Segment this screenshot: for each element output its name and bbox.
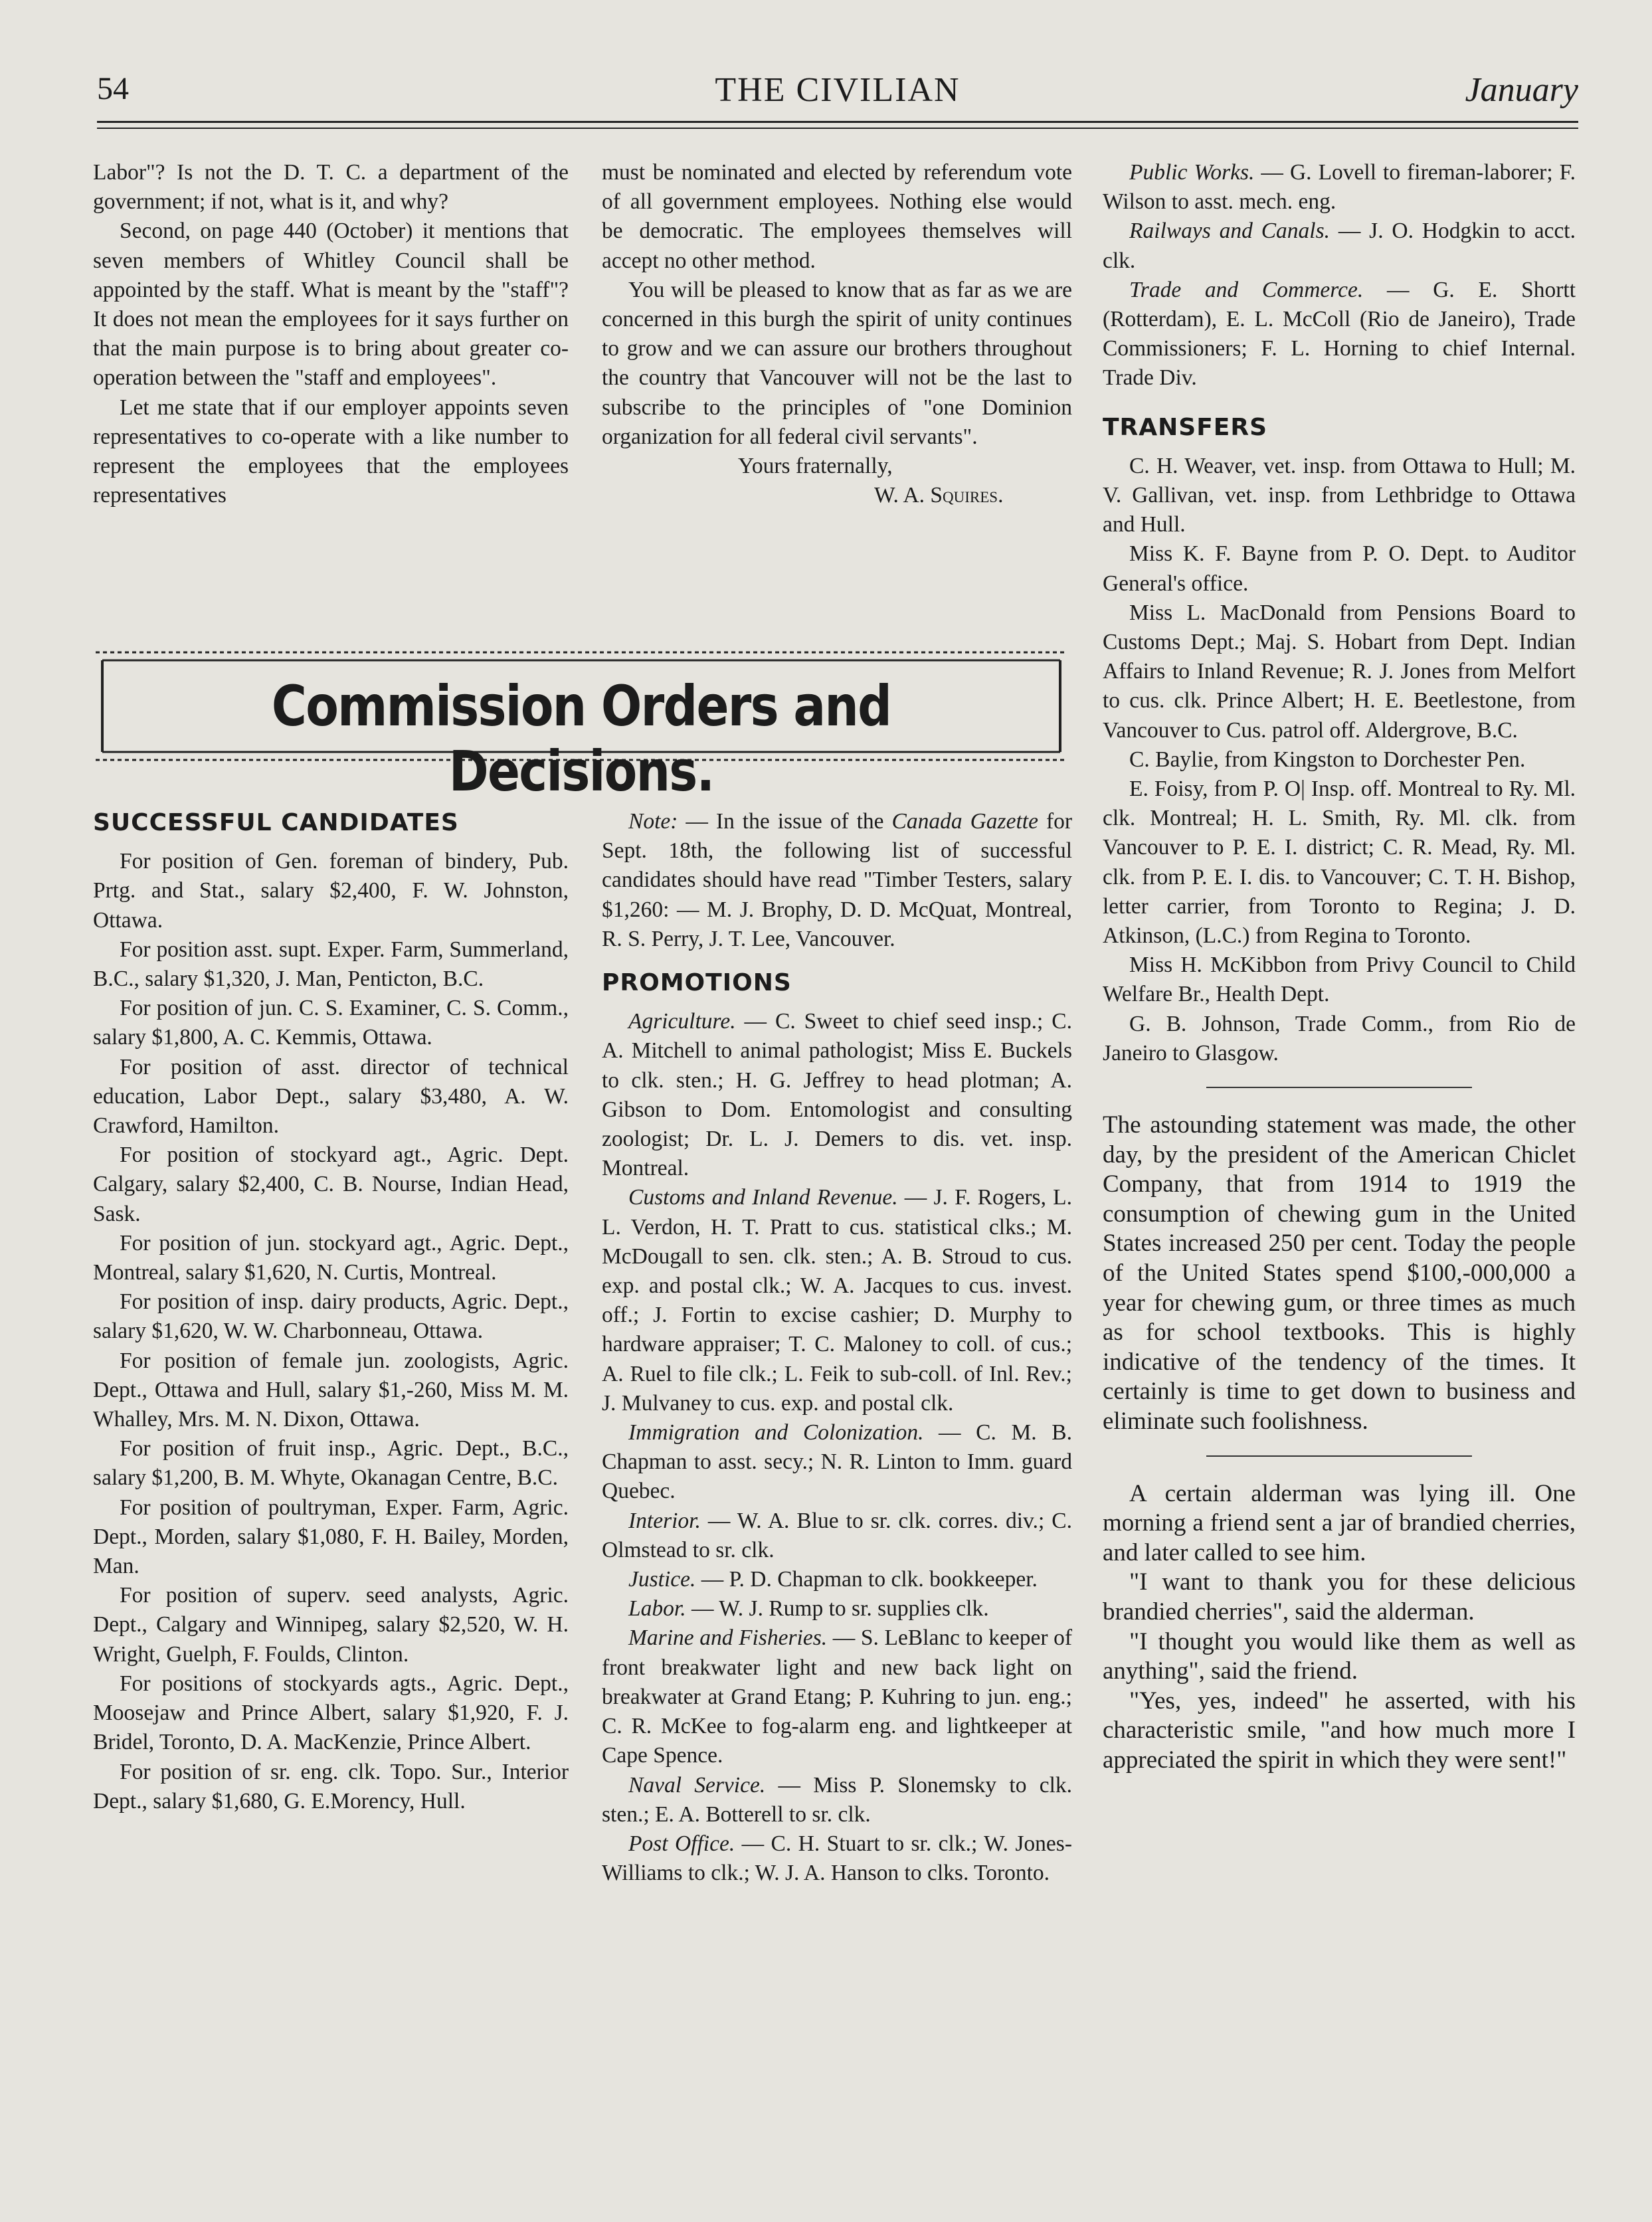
anecdote-item bbox=[1103, 1479, 1576, 1776]
successful-candidates-heading: SUCCESSFUL CANDIDATES bbox=[93, 809, 459, 836]
promotion-text: — G. Lovell to fireman-laborer; F. Wilson to asst. mech. eng. bbox=[1103, 160, 1576, 215]
chiclet-item bbox=[1103, 1111, 1576, 1437]
candidate-item: For position of female jun. zoologists, Agric. Dept., Ottawa and Hull, salary $1,-260, Miss M. M. Whalley, Mrs. M. N. Dixon, Ottawa. bbox=[93, 1348, 569, 1432]
promotion-dept: Justice. bbox=[628, 1567, 696, 1592]
letter-paragraph: must be nominated and elected by referendum vote of all government employees. Nothing else would be democratic. The employees themselves will accept no other method. bbox=[602, 160, 1072, 273]
promotion-text: — C. H. Stuart to sr. clk.; W. Jones-Williams to clk.; W. J. A. Hanson to clks. Toronto. bbox=[602, 1831, 1072, 1886]
anecdote-paragraph: "I thought you would like them as well as anything", said the friend. bbox=[1103, 1627, 1576, 1685]
candidate-item: For position of Gen. foreman of bindery, Pub. Prtg. and Stat., salary $2,400, F. W. Johnston, Ottawa. bbox=[93, 849, 569, 933]
promotion-dept: Post Office. bbox=[628, 1831, 735, 1856]
transfer-item: C. Baylie, from Kingston to Dorchester Pen. bbox=[1129, 747, 1526, 772]
promotion-text: — P. D. Chapman to clk. bookkeeper. bbox=[695, 1567, 1038, 1592]
promotion-text: — J. O. Hodgkin to acct. clk. bbox=[1103, 219, 1576, 273]
letter-signature: W. A. Squires. bbox=[874, 483, 1004, 508]
candidate-item: For position of jun. stockyard agt., Agric. Dept., Montreal, salary $1,620, N. Curtis, Montreal. bbox=[93, 1230, 569, 1285]
promotion-dept: Public Works. bbox=[1129, 160, 1255, 185]
promotion-item bbox=[602, 1771, 1072, 1829]
right-column bbox=[1103, 158, 1576, 1776]
promotion-dept: Customs and Inland Revenue. bbox=[628, 1185, 898, 1210]
candidate-item: For position of fruit insp., Agric. Dept., B.C., salary $1,200, B. M. Whyte, Okanagan Centre, B.C. bbox=[93, 1436, 569, 1491]
promotion-item bbox=[602, 1829, 1072, 1888]
promotion-dept: Marine and Fisheries. bbox=[628, 1625, 828, 1651]
transfer-item: E. Foisy, from P. O| Insp. off. Montreal to Ry. Ml. clk. Montreal; H. L. Smith, Ry. Ml. clk. from Vancouver to P. E. I. district; C. R. Mead, Ry. Ml. clk. from P. E. I. dis. to Vancouver; C. T. H. Bishop, letter carrier, from Toronto to Regina; J. D. Atkinson, (L.C.) from Regina to Toronto. bbox=[1103, 777, 1576, 949]
promotion-text: — G. E. Shortt (Rotterdam), E. L. McColl (Rio de Janeiro), Trade Commissioners; F. L. Horning to chief Internal. Trade Div. bbox=[1103, 277, 1576, 391]
promotion-item bbox=[602, 1623, 1072, 1770]
letter-paragraph: Let me state that if our employer appoints seven representatives to co-operate with a like number to represent the employees that the employees representatives bbox=[93, 395, 569, 508]
promotion-text: — S. LeBlanc to keeper of front breakwater light and new back light on breakwater at Grand Etang; P. Kuhring to jun. eng.; C. R. McKee to fog-alarm eng. and lightkeeper at Cape Spence. bbox=[602, 1625, 1072, 1768]
page-number: 54 bbox=[97, 71, 129, 106]
promotion-dept: Immigration and Colonization. bbox=[628, 1420, 924, 1445]
note-rest: for Sept. 18th, the following list of successful candidates should have read "Timber Testers, salary $1,260: — M. J. Brophy, D. D. McQuat, Montreal, R. S. Perry, J. T. Lee, Vancouver. bbox=[602, 809, 1073, 951]
promotion-item bbox=[602, 1418, 1072, 1507]
promotion-text: — J. F. Rogers, L. L. Verdon, H. T. Pratt to cus. statistical clks.; M. McDougall to sen. clk. sten.; A. B. Stroud to cus. exp. and postal clk.; W. A. Jacques to cus. invest. off.; J. Fortin to excise cashier; D. Murphy to hardware appraiser; T. C. Maloney to coll. of cus.; A. Ruel to file clk.; L. Feik to sub-coll. of Inl. Rev.; J. Mulvaney to cus. exp. and postal clk. bbox=[602, 1185, 1072, 1416]
publication-title: THE CIVILIAN bbox=[715, 71, 961, 109]
promotion-text: — C. M. B. Chapman to asst. secy.; N. R. Linton to Imm. guard Quebec. bbox=[602, 1420, 1072, 1504]
promotion-item bbox=[1103, 276, 1576, 393]
promotion-item bbox=[602, 1183, 1072, 1418]
transfer-item: C. H. Weaver, vet. insp. from Ottawa to Hull; M. V. Gallivan, vet. insp. from Lethbridge to Ottawa and Hull. bbox=[1103, 453, 1576, 537]
promotions-heading: PROMOTIONS bbox=[602, 969, 792, 997]
promotion-item bbox=[602, 1007, 1072, 1183]
transfers-heading: TRANSFERS bbox=[1103, 413, 1268, 441]
letter-column-2 bbox=[602, 158, 1072, 510]
letter-closing: Yours fraternally, bbox=[738, 454, 893, 479]
promotion-dept: Trade and Commerce. bbox=[1129, 277, 1364, 302]
promotion-dept: Labor. bbox=[628, 1596, 686, 1621]
header-rule bbox=[97, 121, 1578, 123]
note-paragraph bbox=[602, 807, 1072, 954]
chiclet-paragraph: The astounding statement was made, the other day, by the president of the American Chiclet Company, that from 1914 to 1919 the consumption of chewing gum in the United States increased 250 per cent. Today the people of the United States spend $100,-000,000 a year for chewing gum, or three times as much as for school textbooks. This is highly indicative of the tendency of the times. It certainly is time to get down to business and eliminate such foolishness. bbox=[1103, 1111, 1576, 1435]
candidate-item: For position asst. supt. Exper. Farm, Summerland, B.C., salary $1,320, J. Man, Penticton, B.C. bbox=[93, 937, 569, 992]
successful-candidates-column bbox=[93, 802, 569, 1816]
letter-paragraph: Labor"? Is not the D. T. C. a department of the government; if not, what is it, and why? bbox=[93, 160, 569, 215]
anecdote-paragraph: "Yes, yes, indeed" he asserted, with his characteristic smile, "and how much more I appreciated the spirit in which they were sent!" bbox=[1103, 1687, 1576, 1774]
promotion-text: — W. J. Rump to sr. supplies clk. bbox=[686, 1596, 989, 1621]
transfer-item: Miss H. McKibbon from Privy Council to Child Welfare Br., Health Dept. bbox=[1103, 953, 1576, 1007]
candidate-item: For position of asst. director of technical education, Labor Dept., salary $3,480, A. W. Crawford, Hamilton. bbox=[93, 1054, 569, 1139]
note-promotions-column bbox=[602, 802, 1072, 1888]
letter-paragraph: You will be pleased to know that as far as we are concerned in this burgh the spirit of unity continues to grow and we can assure our brothers throughout the country that Vancouver will not be the last to subscribe to the principles of "one Dominion organization for all federal civil servants". bbox=[602, 277, 1072, 449]
anecdote-paragraph: "I want to thank you for these delicious brandied cherries", said the alderman. bbox=[1103, 1568, 1576, 1625]
letter-column-1 bbox=[93, 158, 569, 510]
anecdote-paragraph: A certain alderman was lying ill. One morning a friend sent a jar of brandied cherries, and later called to see him. bbox=[1103, 1479, 1576, 1566]
promotion-dept: Agriculture. bbox=[628, 1009, 736, 1034]
candidate-item: For positions of stockyards agts., Agric. Dept., Moosejaw and Prince Albert, salary $1,920, F. J. Bridel, Toronto, D. A. MacKenzie, Prince Albert. bbox=[93, 1671, 569, 1755]
promotion-text: — Miss P. Slonemsky to clk. sten.; E. A. Botterell to sr. clk. bbox=[602, 1772, 1072, 1827]
transfer-item: Miss L. MacDonald from Pensions Board to Customs Dept.; Maj. S. Hobart from Dept. Indian Affairs to Inland Revenue; R. J. Jones from Melfort to cus. clk. Prince Albert; H. E. Beetlestone, from Vancouver to Cus. patrol off. Aldergrove, B.C. bbox=[1103, 600, 1576, 743]
promotion-item bbox=[602, 1565, 1072, 1594]
issue-month: January bbox=[1465, 71, 1578, 109]
candidate-item: For position of poultryman, Exper. Farm, Agric. Dept., Morden, salary $1,080, F. H. Bailey, Morden, Man. bbox=[93, 1495, 569, 1579]
candidate-item: For position of jun. C. S. Examiner, C. S. Comm., salary $1,800, A. C. Kemmis, Ottawa. bbox=[93, 996, 569, 1050]
note-text: — In the issue of the bbox=[678, 809, 892, 834]
transfer-item: Miss K. F. Bayne from P. O. Dept. to Auditor General's office. bbox=[1103, 541, 1576, 596]
promotion-text: — C. Sweet to chief seed insp.; C. A. Mitchell to animal pathologist; Miss E. Buckels to clk. sten.; H. G. Jeffrey to head plotman; A. Gibson to Dom. Entomologist and consulting zoologist; Dr. L. J. Demers to dis. vet. insp. Montreal. bbox=[602, 1009, 1072, 1181]
promotion-item bbox=[1103, 217, 1576, 275]
promotion-item bbox=[602, 1507, 1072, 1565]
note-label: Note: bbox=[628, 809, 678, 834]
promotion-item bbox=[602, 1594, 1072, 1623]
candidate-item: For position of superv. seed analysts, Agric. Dept., Calgary and Winnipeg, salary $2,520, W. H. Wright, Guelph, F. Foulds, Clinton. bbox=[93, 1583, 569, 1667]
page-header bbox=[97, 66, 1578, 114]
section-divider bbox=[1206, 1455, 1472, 1457]
note-publication: Canada Gazette bbox=[891, 809, 1038, 834]
transfer-item: G. B. Johnson, Trade Comm., from Rio de Janeiro to Glasgow. bbox=[1103, 1011, 1576, 1065]
promotion-dept: Interior. bbox=[628, 1508, 701, 1533]
candidate-item: For position of insp. dairy products, Agric. Dept., salary $1,620, W. W. Charbonneau, Ottawa. bbox=[93, 1289, 569, 1344]
candidate-item: For position of stockyard agt., Agric. Dept. Calgary, salary $2,400, C. B. Nourse, Indian Head, Sask. bbox=[93, 1143, 569, 1226]
letter-paragraph: Second, on page 440 (October) it mentions that seven members of Whitley Council shall be appointed by the staff. What is meant by the "staff"? It does not mean the employees for it says further on that the main purpose is to bring about greater co-operation between the "staff and employees". bbox=[93, 219, 569, 391]
promotion-dept: Naval Service. bbox=[628, 1772, 766, 1798]
promotion-text: — W. A. Blue to sr. clk. corres. div.; C. Olmstead to sr. clk. bbox=[602, 1508, 1072, 1562]
section-banner bbox=[93, 643, 1069, 804]
promotion-dept: Railways and Canals. bbox=[1129, 219, 1331, 244]
candidate-item: For position of sr. eng. clk. Topo. Sur., Interior Dept., salary $1,680, G. E.Morency, Hull. bbox=[93, 1759, 569, 1813]
banner-title: Commission Orders and Decisions. bbox=[271, 674, 891, 804]
promotion-item bbox=[1103, 158, 1576, 217]
section-divider bbox=[1206, 1087, 1472, 1088]
header-rule-thin bbox=[97, 128, 1578, 129]
